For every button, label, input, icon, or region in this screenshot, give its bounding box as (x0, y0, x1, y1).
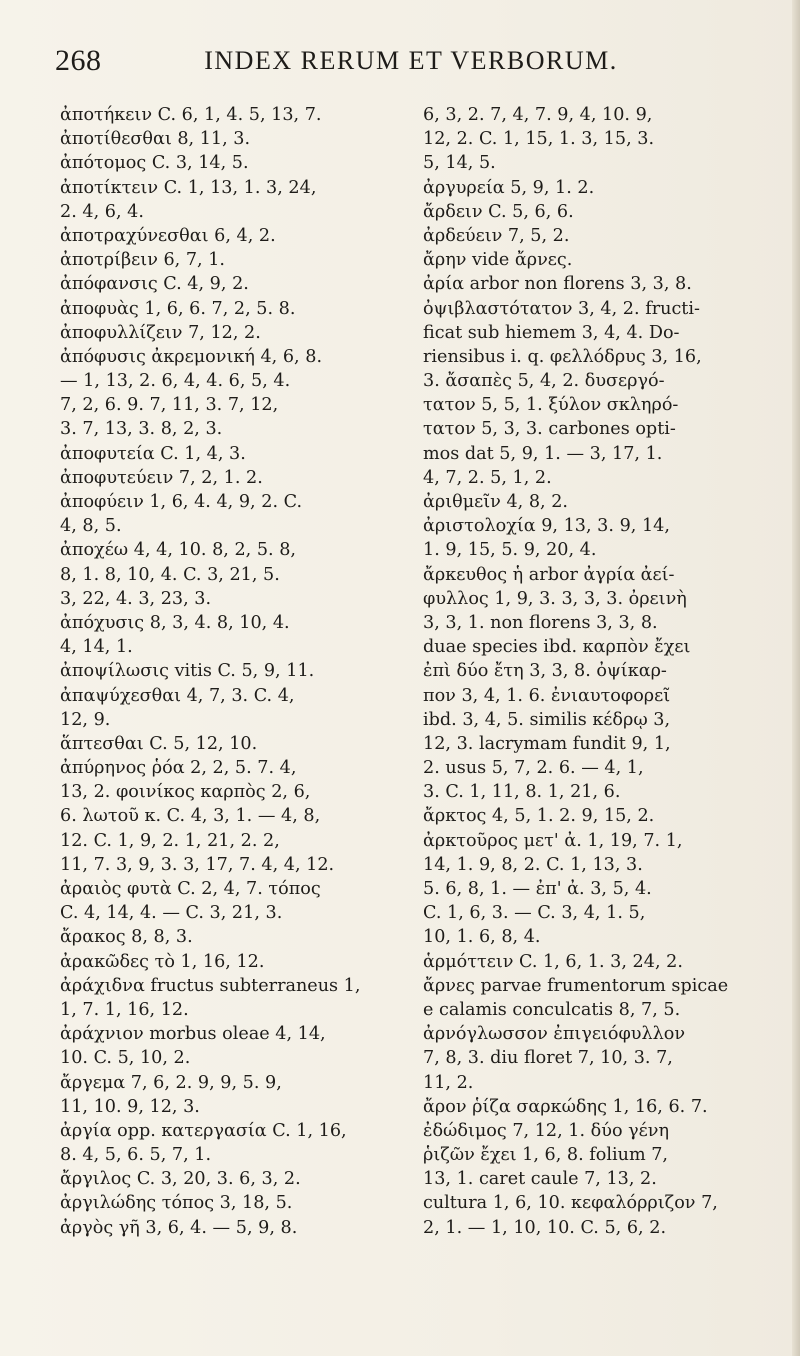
index-line: 3. ἄσαπὲς 5, 4, 2. δυσεργό- (423, 371, 665, 392)
index-line: 6, 3, 2. 7, 4, 7. 9, 4, 10. 9, (423, 105, 653, 125)
index-line: ὀψιβλαστότατον 3, 4, 2. fructi- (423, 298, 700, 319)
index-line: ἀποχέω 4, 4, 10. 8, 2, 5. 8, (60, 540, 297, 561)
index-line: 2. 4, 6, 4. (60, 201, 144, 222)
index-line: 7, 2, 6. 9. 7, 11, 3. 7, 12, (60, 395, 279, 416)
index-line: 1. 9, 15, 5. 9, 20, 4. (423, 540, 597, 561)
index-line: ἀπόφανσις C. 4, 9, 2. (60, 274, 249, 295)
index-line: 12, 3. lacrymam fundit 9, 1, (423, 733, 671, 754)
index-line: ἀργία opp. κατεργασία C. 1, 16, (60, 1120, 347, 1141)
index-line: ἀραιὸς φυτὰ C. 2, 4, 7. τόπος (60, 879, 321, 899)
index-line: ἀποφυὰς 1, 6, 6. 7, 2, 5. 8. (60, 298, 296, 319)
index-line: φυλλος 1, 9, 3. 3, 3, 3. ὀρεινὴ (423, 588, 687, 609)
index-line: ἄργεμα 7, 6, 2. 9, 9, 5. 9, (60, 1072, 282, 1093)
index-line: C. 4, 14, 4. — C. 3, 21, 3. (60, 903, 283, 924)
index-line: τατον 5, 3, 3. carbones opti- (423, 419, 676, 440)
index-line: τατον 5, 5, 1. ξύλον σκληρό- (423, 395, 679, 416)
index-line: 6. λωτοῦ κ. C. 4, 3, 1. — 4, 8, (60, 806, 321, 827)
index-line: ἀποτρίβειν 6, 7, 1. (60, 250, 226, 271)
index-line: ficat sub hiemem 3, 4, 4. Do- (423, 322, 680, 343)
index-line: 12, 9. (60, 709, 111, 730)
index-line: 2. usus 5, 7, 2. 6. — 4, 1, (423, 758, 644, 779)
page-edge (792, 0, 800, 1356)
index-line: ἀρδεύειν 7, 5, 2. (423, 225, 570, 246)
left-column (60, 103, 392, 1240)
index-line: ἀποφύειν 1, 6, 4. 4, 9, 2. C. (60, 492, 303, 512)
index-line: riensibus i. q. φελλόδρυς 3, 16, (423, 346, 702, 367)
index-line: ἀρία arbor non florens 3, 3, 8. (423, 274, 692, 295)
index-line: ἄρδειν C. 5, 6, 6. (423, 201, 574, 222)
index-line: 4, 7, 2. 5, 1, 2. (423, 467, 552, 488)
index-line: 11, 2. (423, 1072, 474, 1093)
index-line: ἀπόχυσις 8, 3, 4. 8, 10, 4. (60, 612, 290, 633)
index-line: ῥιζῶν ἔχει 1, 6, 8. folium 7, (423, 1145, 669, 1166)
index-line: 3. 7, 13, 3. 8, 2, 3. (60, 419, 223, 440)
index-line: ἄργιλος C. 3, 20, 3. 6, 3, 2. (60, 1169, 301, 1190)
running-head: INDEX RERUM ET VERBORUM. (204, 46, 618, 75)
index-line: ἀριθμεῖν 4, 8, 2. (423, 492, 568, 512)
index-line: — 1, 13, 2. 6, 4, 4. 6, 5, 4. (60, 371, 291, 392)
page-header (55, 40, 767, 84)
index-line: ἁρμόττειν C. 1, 6, 1. 3, 24, 2. (423, 951, 683, 972)
index-line: ἀποτίκτειν C. 1, 13, 1. 3, 24, (60, 177, 317, 198)
index-line: ἀργὸς γῆ 3, 6, 4. — 5, 9, 8. (60, 1217, 298, 1238)
right-column (423, 103, 773, 1240)
index-line: ἀποψίλωσις vitis C. 5, 9, 11. (60, 661, 315, 682)
index-line: 2, 1. — 1, 10, 10. C. 5, 6, 2. (423, 1217, 667, 1238)
index-line: 13, 1. caret caule 7, 13, 2. (423, 1169, 657, 1190)
index-line: ἀρακῶδες τὸ 1, 16, 12. (60, 951, 265, 972)
index-line: ἀποτίθεσθαι 8, 11, 3. (60, 129, 251, 150)
index-line: 14, 1. 9, 8, 2. C. 1, 13, 3. (423, 854, 643, 875)
index-line: ἐδώδιμος 7, 12, 1. δύο γένη (423, 1120, 670, 1141)
index-line: 10, 1. 6, 8, 4. (423, 927, 541, 948)
index-line: 5, 14, 5. (423, 153, 496, 174)
index-line: ἀργιλώδης τόπος 3, 18, 5. (60, 1193, 293, 1214)
index-line: ἀποφυλλίζειν 7, 12, 2. (60, 322, 261, 343)
index-line: ἄρακος 8, 8, 3. (60, 927, 193, 948)
index-line: ἀράχιδνα fructus subterraneus 1, (60, 975, 361, 996)
index-line: 3. C. 1, 11, 8. 1, 21, 6. (423, 782, 621, 803)
index-line: 8. 4, 5, 6. 5, 7, 1. (60, 1145, 212, 1166)
index-line: 7, 8, 3. diu floret 7, 10, 3. 7, (423, 1048, 673, 1069)
index-line: 5. 6, 8, 1. — ἐπ' ἀ. 3, 5, 4. (423, 879, 652, 899)
index-line: ἀρνόγλωσσον ἐπιγειόφυλλον (423, 1024, 686, 1045)
index-line: ἄρον ῥίζα σαρκώδης 1, 16, 6. 7. (423, 1096, 708, 1117)
index-line: ἐπὶ δύο ἔτη 3, 3, 8. ὀψίκαρ- (423, 661, 667, 682)
index-line: ἄρην vide ἄρνες. (423, 250, 573, 271)
index-line: ἄρνες parvae frumentorum spicae (423, 975, 729, 996)
index-line: ἀποφυτεύειν 7, 2, 1. 2. (60, 467, 263, 488)
page-number: 268 (55, 44, 102, 77)
index-line: 3, 3, 1. non florens 3, 3, 8. (423, 612, 658, 633)
index-line: 11, 10. 9, 12, 3. (60, 1096, 200, 1117)
index-line: 4, 8, 5. (60, 516, 122, 537)
index-line: 8, 1. 8, 10, 4. C. 3, 21, 5. (60, 564, 280, 585)
index-line: ἀράχνιον morbus oleae 4, 14, (60, 1024, 326, 1045)
index-line: 3, 22, 4. 3, 23, 3. (60, 588, 212, 609)
index-line: duae species ibd. καρπὸν ἔχει (423, 637, 691, 658)
index-line: ἀποφυτεία C. 1, 4, 3. (60, 443, 246, 464)
index-line: ἀριστολοχία 9, 13, 3. 9, 14, (423, 516, 670, 537)
index-line: mos dat 5, 9, 1. — 3, 17, 1. (423, 443, 663, 464)
index-line: ἀπύρηνος ῥόα 2, 2, 5. 7. 4, (60, 758, 297, 779)
index-line: ibd. 3, 4, 5. similis κέδρῳ 3, (423, 709, 671, 730)
index-line: 11, 7. 3, 9, 3. 3, 17, 7. 4, 4, 12. (60, 854, 335, 875)
index-line: 12, 2. C. 1, 15, 1. 3, 15, 3. (423, 129, 655, 150)
index-line: ἀρκτοῦρος μετ' ἀ. 1, 19, 7. 1, (423, 830, 683, 851)
index-line: 10. C. 5, 10, 2. (60, 1048, 191, 1069)
index-line: ἄρκτος 4, 5, 1. 2. 9, 15, 2. (423, 806, 655, 827)
index-line: C. 1, 6, 3. — C. 3, 4, 1. 5, (423, 903, 646, 924)
index-line: ἀποτήκειν C. 6, 1, 4. 5, 13, 7. (60, 105, 322, 125)
index-line: ἅπτεσθαι C. 5, 12, 10. (60, 733, 258, 754)
index-line: 12. C. 1, 9, 2. 1, 21, 2. 2, (60, 830, 280, 851)
index-line: cultura 1, 6, 10. κεφαλόρριζον 7, (423, 1193, 718, 1214)
index-line: 4, 14, 1. (60, 637, 133, 658)
index-line: ἀποτραχύνεσθαι 6, 4, 2. (60, 225, 276, 246)
index-line: πον 3, 4, 1. 6. ἐνιαυτοφορεῖ (423, 685, 671, 706)
index-line: e calamis conculcatis 8, 7, 5. (423, 999, 681, 1020)
index-line: ἀπόφυσις ἀκρεμονική 4, 6, 8. (60, 346, 323, 367)
index-line: ἀπότομος C. 3, 14, 5. (60, 153, 249, 174)
index-line: 13, 2. φοινίκος καρπὸς 2, 6, (60, 782, 311, 803)
index-line: ἄρκευθος ἡ arbor ἀγρία ἀεί- (423, 564, 675, 585)
index-line: ἀπαψύχεσθαι 4, 7, 3. C. 4, (60, 685, 295, 706)
index-line: 1, 7. 1, 16, 12. (60, 999, 189, 1020)
index-line: ἀργυρεία 5, 9, 1. 2. (423, 177, 595, 198)
